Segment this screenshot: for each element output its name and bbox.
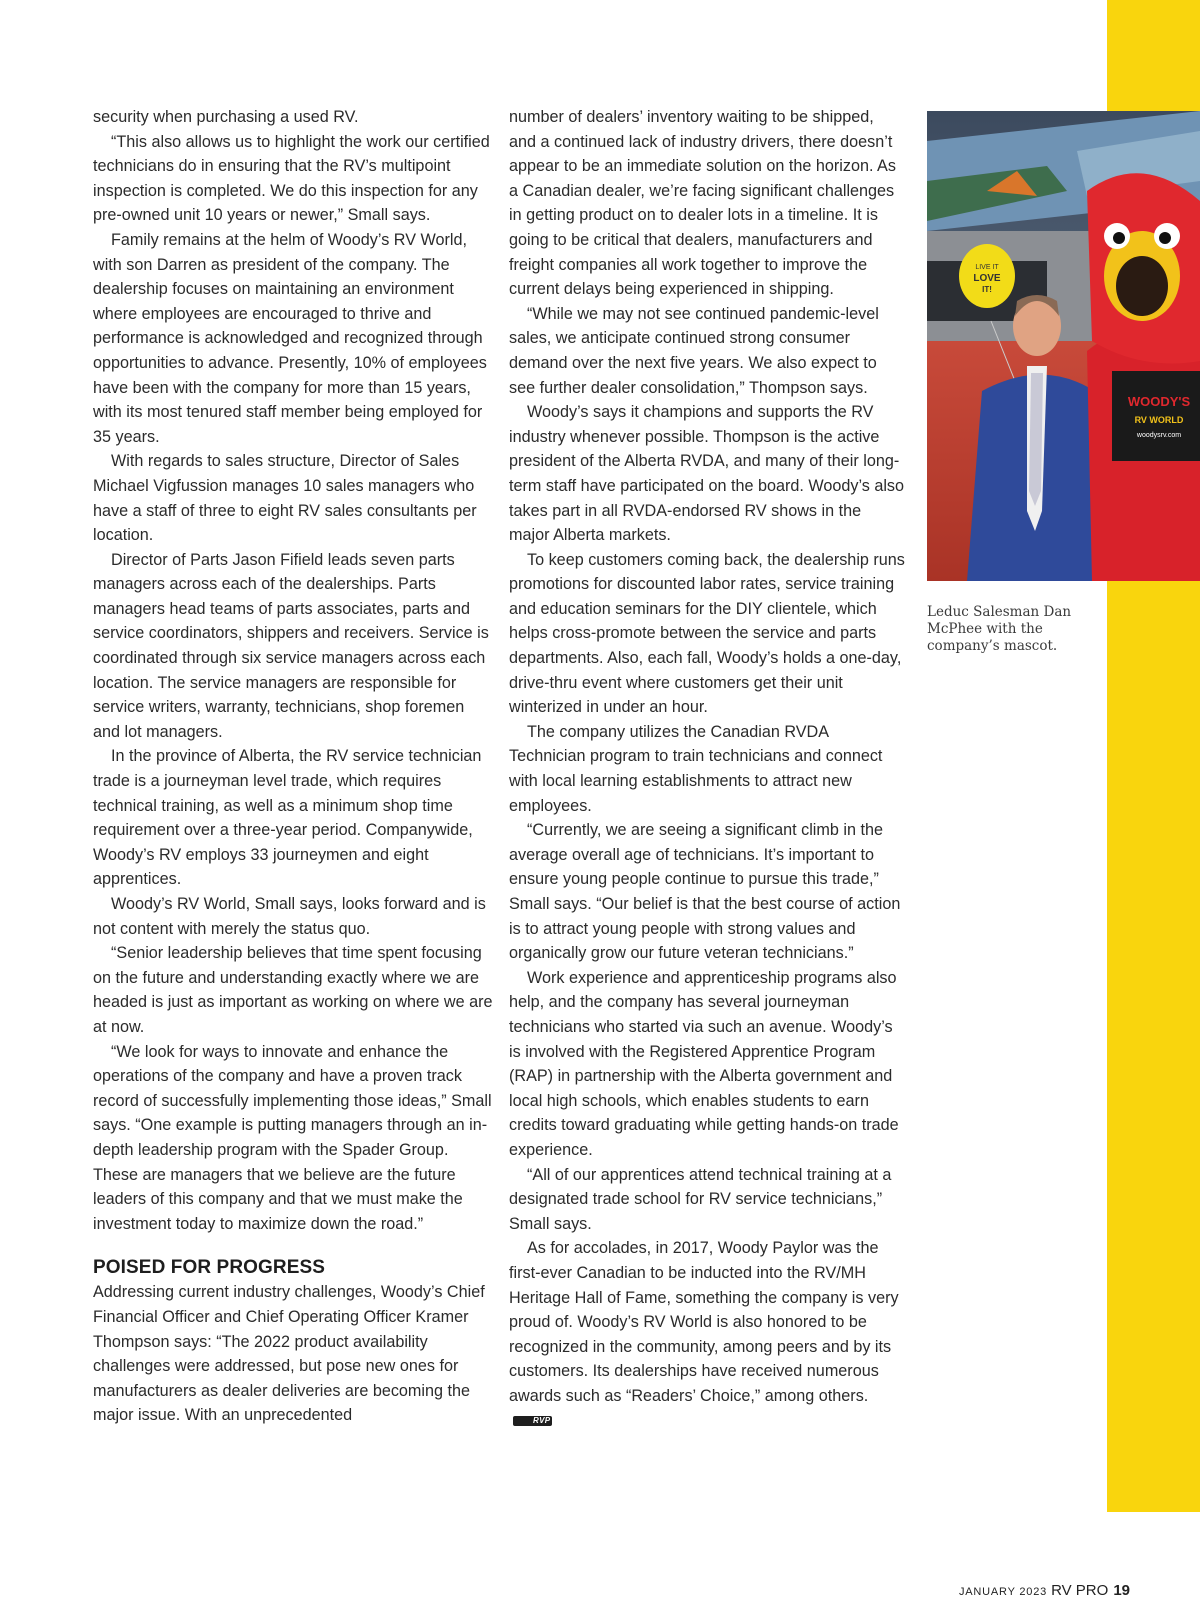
last-paragraph-text: As for accolades, in 2017, Woody Paylor was the first-ever Canadian to be inducted into the RV/MH Heritage Hall of Fame, something the company is very proud of. Woody’s RV World is also honored to be recognized in the community, among peers and by its customers. Its dealerships have received numerous awards such as “Readers’ Choice,” among others.: [509, 1239, 899, 1405]
paragraph: “Currently, we are seeing a significant climb in the average overall age of technicians. It’s important to ensure young people continue to pursue this trade,” Small says. “Our belief is that the best course of action is to attract young people with strong values and organically grow our future veteran technicians.”: [509, 821, 901, 963]
section-heading: POISED FOR PROGRESS: [93, 1257, 326, 1279]
paragraph: “All of our apprentices attend technical training at a designated trade school for RV service technicians,” Small says.: [509, 1165, 892, 1233]
mascot-shirt-text-2: RV WORLD: [1134, 415, 1184, 425]
paragraph: number of dealers’ inventory waiting to be shipped, and a continued lack of industry drivers, there doesn’t appear to be an immediate solution on the horizon. As a Canadian dealer, we’re facing significant challenges in getting product on to dealer lots in a timeline. It is going to be critical that dealers, manufacturers and freight companies all work together to improve the current delays being experienced in shipping.: [509, 108, 896, 299]
footer-date: JANUARY 2023: [958, 1586, 1048, 1598]
paragraph: Woody’s says it champions and supports the RV industry whenever possible. Thompson is the active president of the Alberta RVDA, and many of their long-term staff have participated on the board. Woody’s also takes part in all RVDA-endorsed RV shows in the major Alberta markets.: [509, 403, 905, 545]
paragraph: “While we may not see continued pandemic-level sales, we anticipate continued strong consumer demand over the next five years. We also expect to see further dealer consolidation,” Thompson says.: [509, 304, 879, 397]
balloon-text-1: LIVE IT: [975, 264, 999, 271]
paragraph: Work experience and apprenticeship programs also help, and the company has several journeyman technicians who started via such an avenue. Woody’s is involved with the Registered Apprentice Program (RAP) in partnership with the Alberta government and local high schools, which enables students to earn credits toward graduating while getting hands-on trade experience.: [509, 968, 899, 1159]
paragraph: The company utilizes the Canadian RVDA Technician program to train technicians and connect with local learning establishments to attract new employees.: [509, 722, 883, 815]
paragraph: “Senior leadership believes that time spent focusing on the future and understanding exactly where we are headed is just as important as working on where we are at now.: [93, 944, 493, 1036]
photo-caption: Leduc Salesman Dan McPhee with the company’s mascot.: [927, 604, 1072, 654]
photo-illustration: [927, 111, 1200, 581]
paragraph: With regards to sales structure, Director of Sales Michael Vigfussion manages 10 sales managers who have a staff of three to eight RV sales consultants per location.: [93, 452, 477, 545]
balloon-text-2: LOVE: [973, 273, 1001, 284]
paragraph: [509, 1236, 905, 1433]
paragraph: “This also allows us to highlight the work our certified technicians do in ensuring that the RV’s multipoint inspection is completed. We do this inspection for any pre-owned unit 10 years or newer,” Small says.: [93, 132, 490, 225]
photo-salesman-with-mascot: [927, 111, 1200, 581]
footer-magazine: RV PRO: [1051, 1582, 1109, 1599]
balloon-text-3: IT!: [982, 285, 992, 294]
paragraph: security when purchasing a used RV.: [93, 108, 359, 126]
paragraph: Family remains at the helm of Woody’s RV World, with son Darren as president of the company. The dealership focuses on maintaining an environment where employees are encouraged to thrive and performance is acknowledged and recognized through opportunities to advance. Presently, 10% of employees have been with the company for more than 15 years, with its most tenured staff member being employed for 35 years.: [93, 230, 487, 446]
mascot-figure: [1087, 173, 1200, 581]
paragraph: To keep customers coming back, the dealership runs promotions for discounted labor rates, service training and education seminars for the DIY clientele, which helps cross-promote between the service and parts departments. Also, each fall, Woody’s holds a one-day, drive-thru event where customers get their unit winterized in under an hour.: [509, 550, 905, 717]
article-column-middle: [509, 105, 905, 1433]
page-footer: [958, 1582, 1130, 1599]
article-column-left: [93, 105, 493, 1428]
paragraph: In the province of Alberta, the RV service technician trade is a journeyman level trade, which requires technical training, as well as a minimum shop time requirement over a three-year period. Companywide, Woody’s RV employs 33 journeymen and eight apprentices.: [93, 747, 482, 889]
mascot-shirt-text-3: woodysrv.com: [1136, 432, 1182, 439]
rvp-end-mark: RVP: [513, 1416, 552, 1426]
mascot-shirt-text-1: WOODY'S: [1127, 394, 1191, 409]
paragraph: Director of Parts Jason Fifield leads seven parts managers across each of the dealerships. Parts managers head teams of parts associates, parts and service coordinators, shippers and receivers. Service is coordinated through six service managers across each location. The service managers are responsible for service writers, warranty, technicians, shop foremen and lot managers.: [93, 550, 489, 741]
paragraph: Addressing current industry challenges, Woody’s Chief Financial Officer and Chief Operating Officer Kramer Thompson says: “The 2022 product availability challenges were addressed, but pose new ones for manufacturers as dealer deliveries are becoming the major issue. With an unprecedented: [93, 1283, 485, 1425]
page-number: 19: [1113, 1582, 1130, 1599]
paragraph: Woody’s RV World, Small says, looks forward and is not content with merely the status quo.: [93, 895, 486, 938]
paragraph: “We look for ways to innovate and enhance the operations of the company and have a proven track record of successfully implementing those ideas,” Small says. “One example is putting managers through an in-depth leadership program with the Spader Group. These are managers that we believe are the future leaders of this company and that we must make the investment today to maximize down the road.”: [93, 1042, 492, 1233]
